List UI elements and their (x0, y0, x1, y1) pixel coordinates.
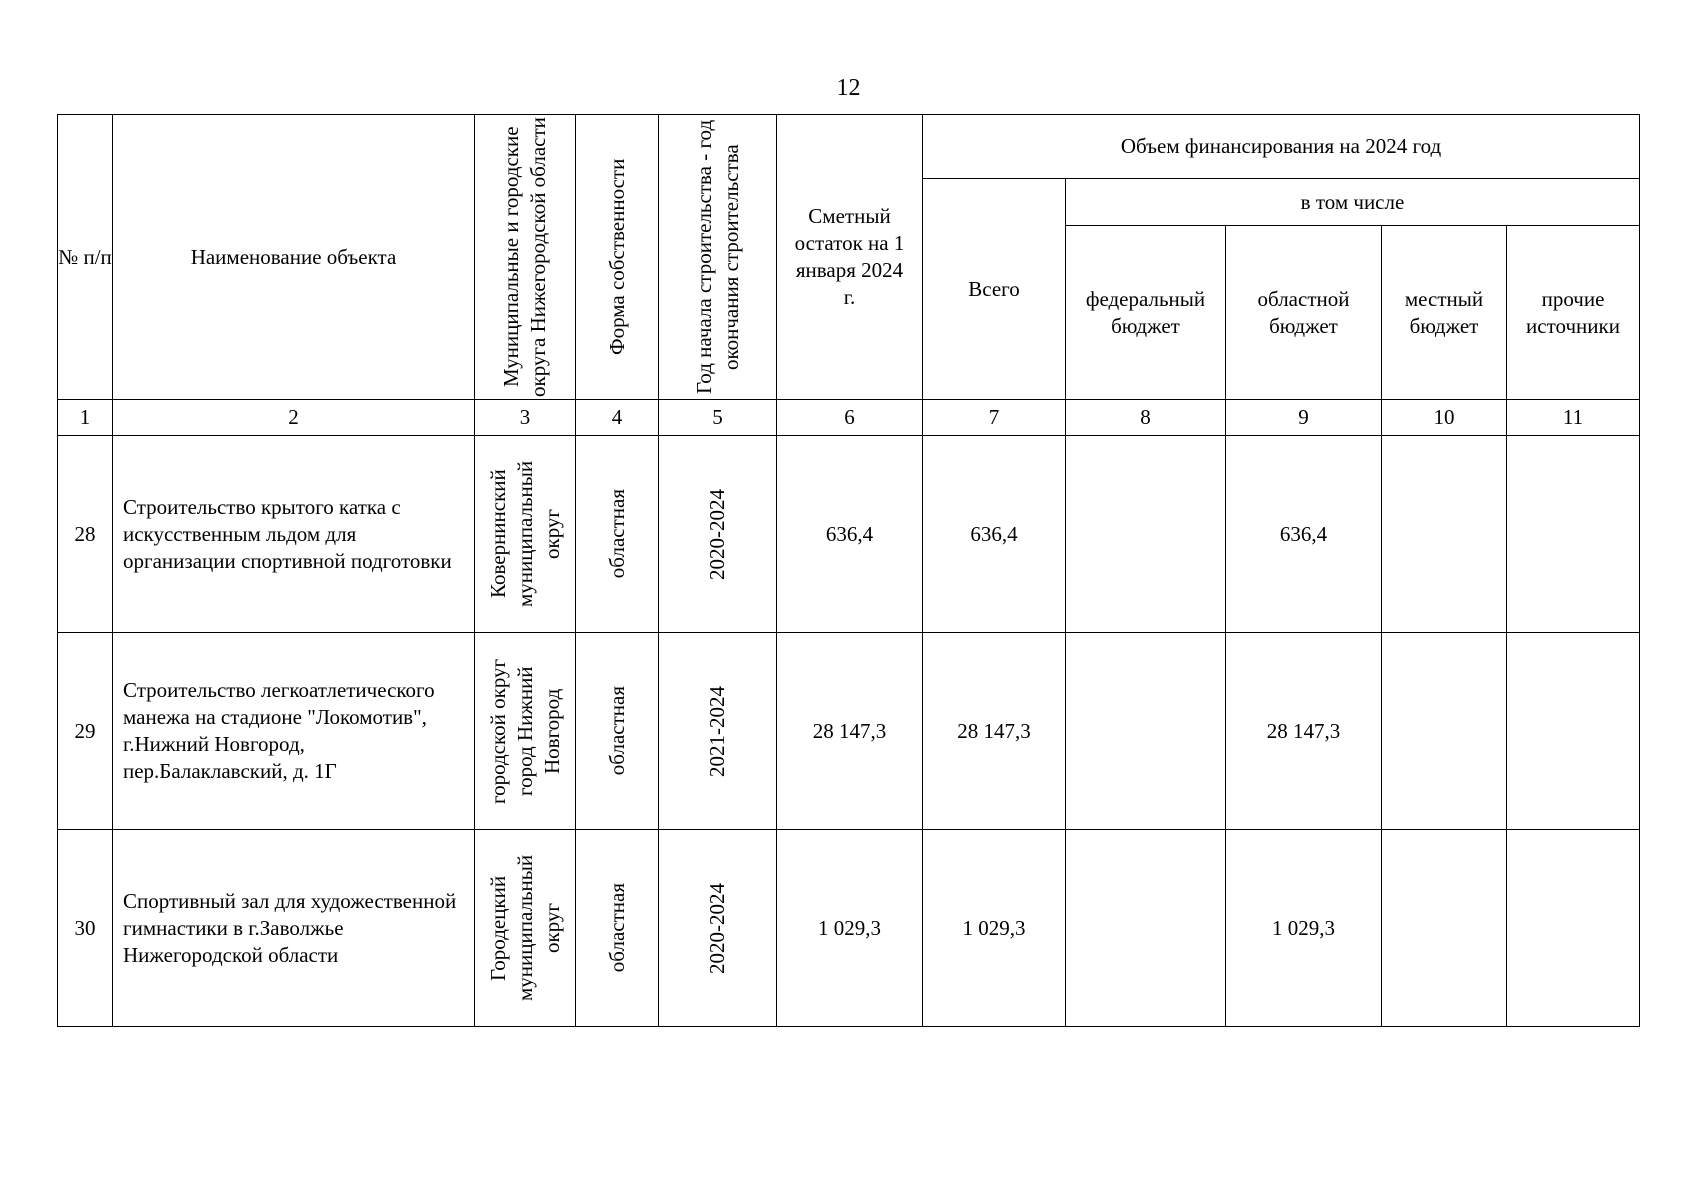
row-ownership (576, 633, 659, 830)
row-total: 636,4 (923, 436, 1066, 633)
table-row (58, 436, 1640, 633)
header-num: № п/п (58, 115, 113, 400)
row-ownership-text: областная (604, 883, 629, 973)
row-num: 29 (58, 633, 113, 830)
row-name: Спортивный зал для художественной гимнастики в г.Заволжье Нижегородской области (113, 830, 475, 1027)
construction-financing-table (57, 114, 1640, 1027)
column-number: 4 (576, 400, 659, 436)
header-including: в том числе (1066, 179, 1640, 226)
row-remainder: 28 147,3 (777, 633, 923, 830)
row-num: 30 (58, 830, 113, 1027)
header-remainder: Сметный остаток на 1 января 2024 г. (777, 115, 923, 400)
header-municipality (475, 115, 576, 400)
row-remainder: 636,4 (777, 436, 923, 633)
row-years-text: 2021-2024 (705, 685, 729, 777)
row-years (659, 633, 777, 830)
header-other: прочие источники (1507, 226, 1640, 400)
table-row (58, 633, 1640, 830)
column-number-row (58, 400, 1640, 436)
header-ownership (576, 115, 659, 400)
row-municipality (475, 830, 576, 1027)
header-regional: областной бюджет (1226, 226, 1382, 400)
row-local (1382, 633, 1507, 830)
header-name: Наименование объекта (113, 115, 475, 400)
column-number: 7 (923, 400, 1066, 436)
row-regional: 1 029,3 (1226, 830, 1382, 1027)
row-federal (1066, 633, 1226, 830)
row-ownership-text: областная (604, 686, 629, 776)
column-number: 2 (113, 400, 475, 436)
header-years (659, 115, 777, 400)
row-years-text: 2020-2024 (705, 882, 729, 974)
column-number: 1 (58, 400, 113, 436)
row-municipality (475, 436, 576, 633)
row-federal (1066, 830, 1226, 1027)
row-local (1382, 436, 1507, 633)
column-number: 11 (1507, 400, 1640, 436)
table-row (58, 830, 1640, 1027)
column-number: 9 (1226, 400, 1382, 436)
row-municipality-text: городской округ город Нижний Новгород (485, 658, 564, 804)
row-name: Строительство крытого катка с искусственным льдом для организации спортивной подготовки (113, 436, 475, 633)
row-municipality (475, 633, 576, 830)
column-number: 5 (659, 400, 777, 436)
header-municipality-text: Муниципальные и городские округа Нижегородской области (499, 117, 550, 397)
row-total: 1 029,3 (923, 830, 1066, 1027)
row-name: Строительство легкоатлетического манежа на стадионе "Локомотив", г.Нижний Новгород, пер.Балаклавский, д. 1Г (113, 633, 475, 830)
column-number: 6 (777, 400, 923, 436)
column-number: 8 (1066, 400, 1226, 436)
row-federal (1066, 436, 1226, 633)
header-local: местный бюджет (1382, 226, 1507, 400)
column-number: 10 (1382, 400, 1507, 436)
column-number: 3 (475, 400, 576, 436)
row-remainder: 1 029,3 (777, 830, 923, 1027)
row-total: 28 147,3 (923, 633, 1066, 830)
page-number: 12 (836, 75, 861, 101)
row-municipality-text: Ковернинский муниципальный округ (485, 460, 564, 608)
row-regional: 28 147,3 (1226, 633, 1382, 830)
row-other (1507, 436, 1640, 633)
row-years (659, 436, 777, 633)
header-financing: Объем финансирования на 2024 год (923, 115, 1640, 179)
row-other (1507, 633, 1640, 830)
header-ownership-text: Форма собственности (604, 158, 629, 356)
row-years (659, 830, 777, 1027)
row-years-text: 2020-2024 (705, 488, 729, 580)
row-ownership (576, 830, 659, 1027)
row-local (1382, 830, 1507, 1027)
row-ownership-text: областная (604, 489, 629, 579)
row-municipality-text: Городецкий муниципальный округ (485, 854, 564, 1002)
row-ownership (576, 436, 659, 633)
header-total: Всего (923, 179, 1066, 400)
header-row-1 (58, 115, 1640, 179)
row-num: 28 (58, 436, 113, 633)
header-years-text: Год начала строительства - год окончания строительства (691, 119, 743, 395)
row-other (1507, 830, 1640, 1027)
header-federal: федеральный бюджет (1066, 226, 1226, 400)
row-regional: 636,4 (1226, 436, 1382, 633)
